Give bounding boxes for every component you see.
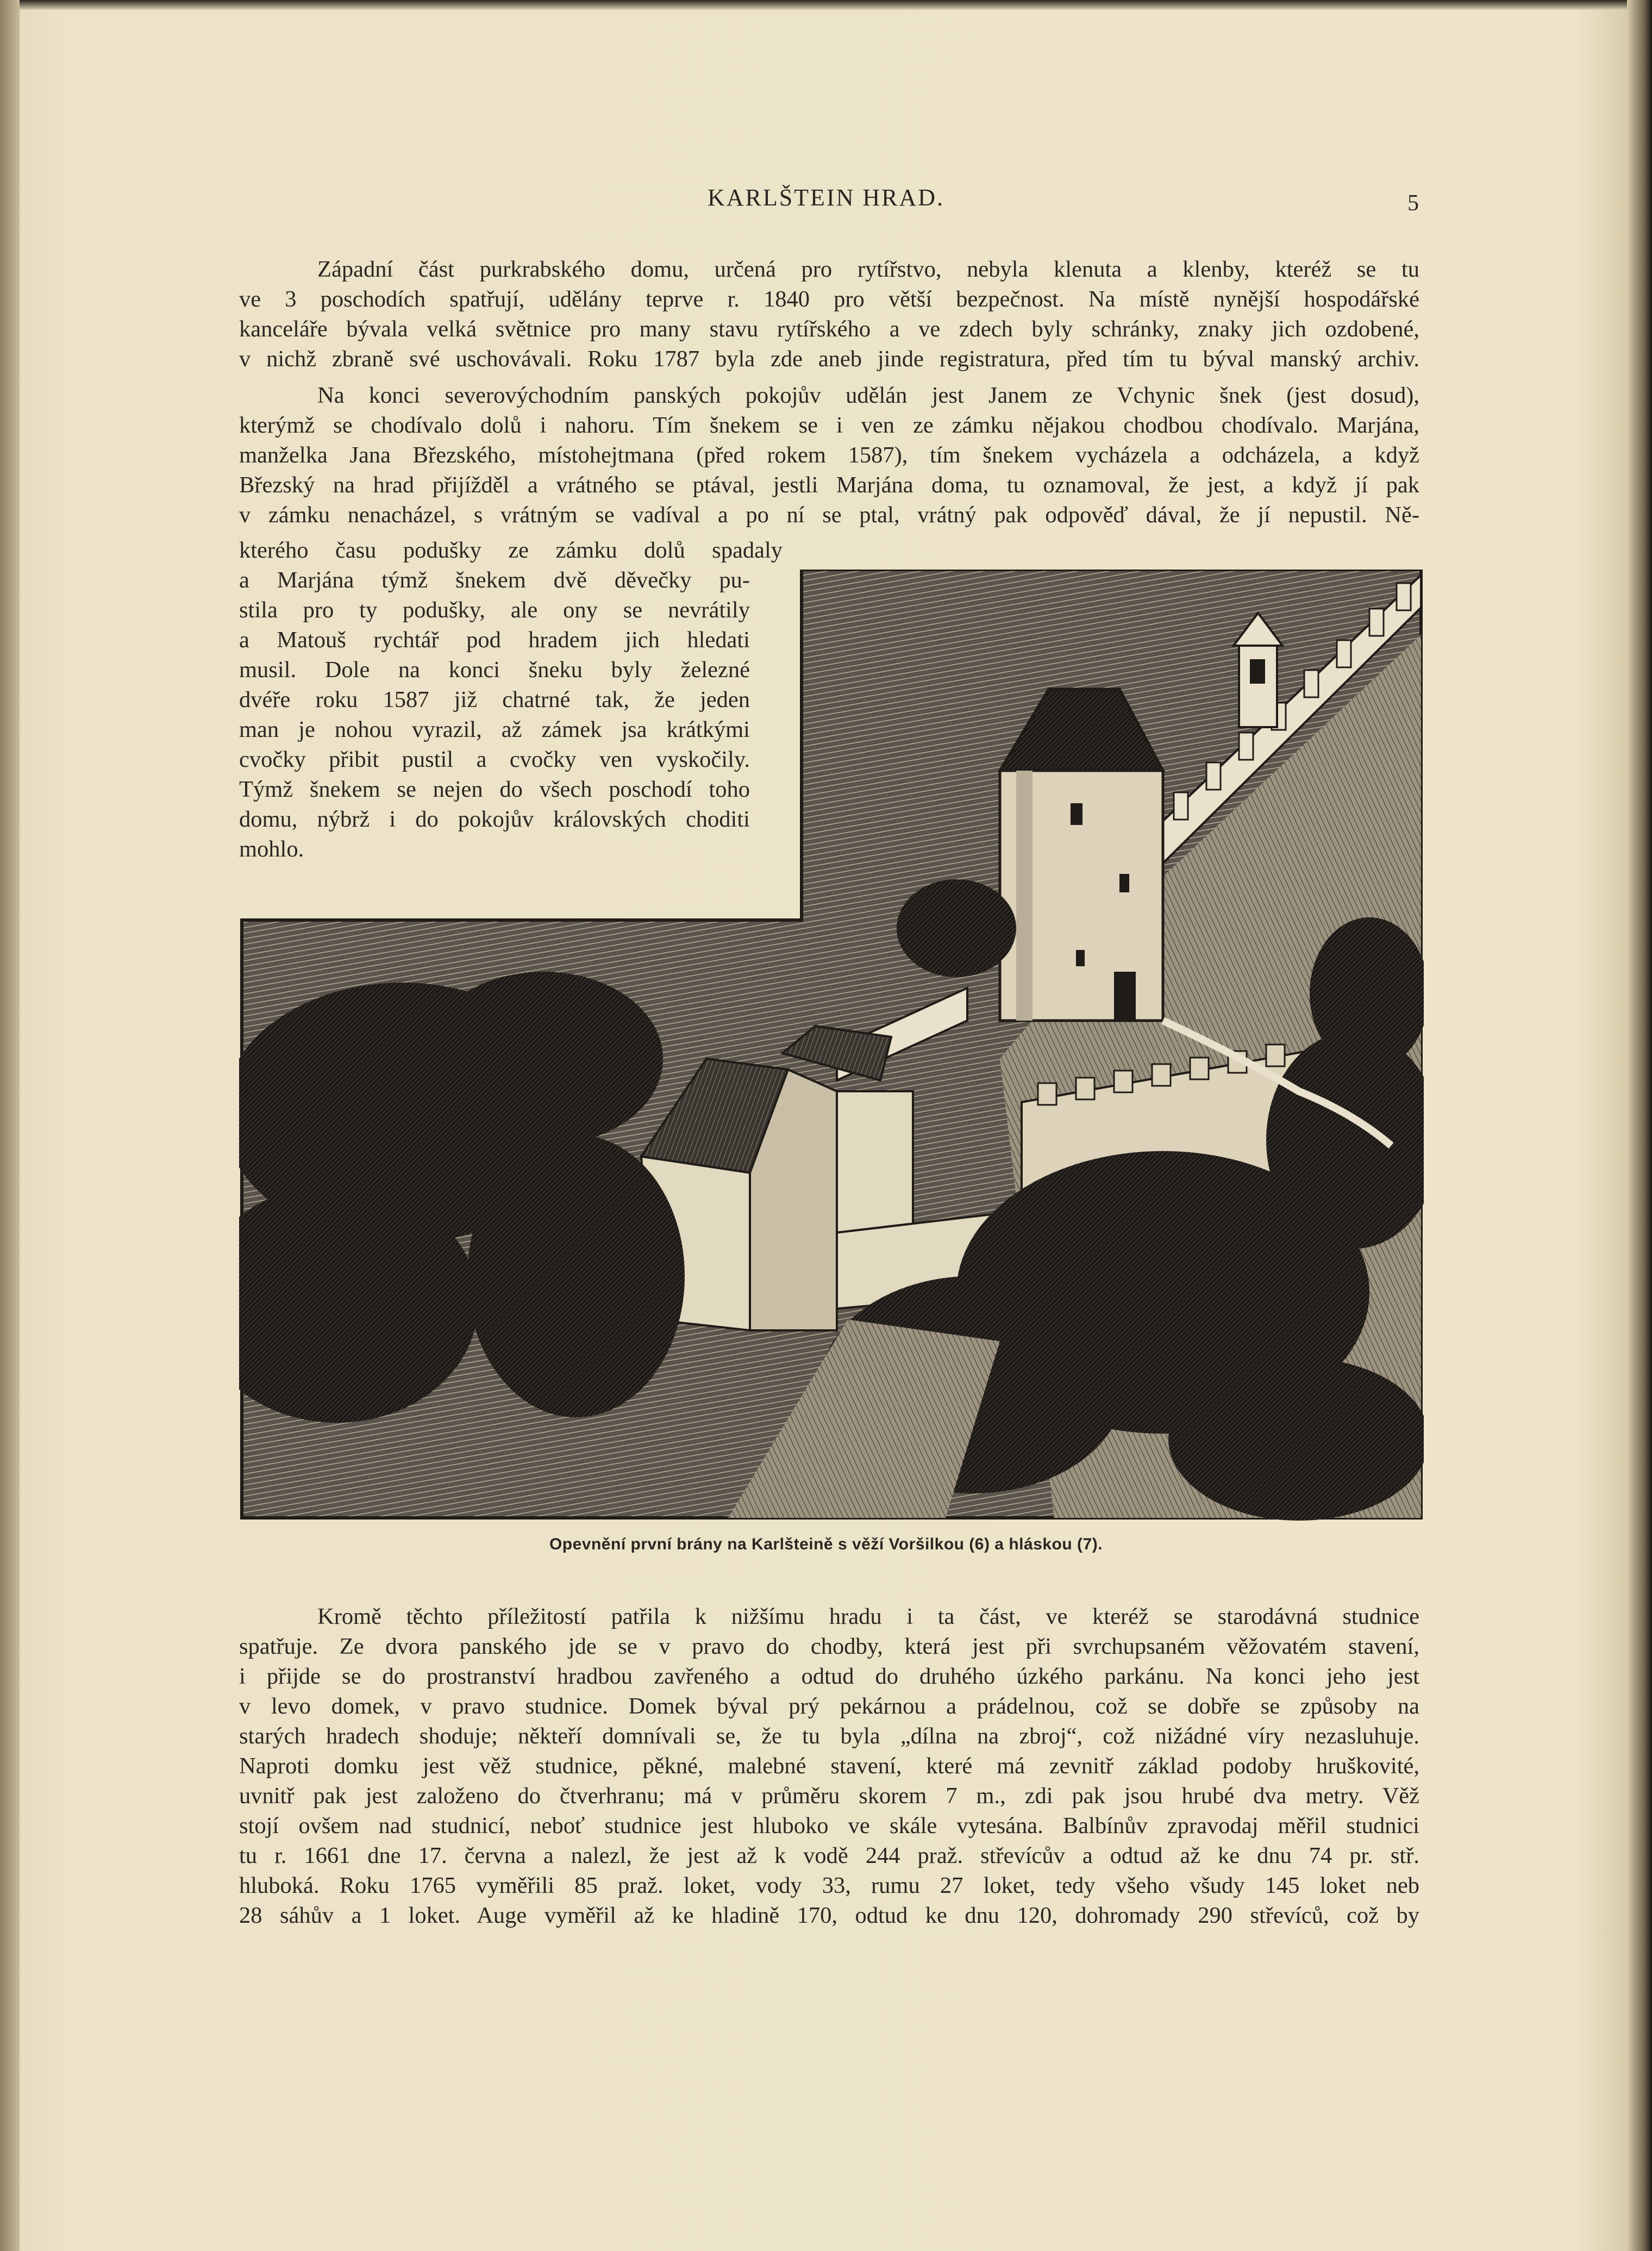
- text-line: uvnitř pak jest založeno do čtverhranu; má v průměru skorem 7 m., zdi pak jsou hrubé dva metry. Věž: [239, 1783, 1419, 1809]
- text-line: spatřuje. Ze dvora panského jde se v pravo do chodby, která jest při svrchupsaném věžovatém stavení,: [239, 1634, 1419, 1659]
- text-line: Kromě těchto příležitostí patřila k nižšímu hradu i ta část, ve kteréž se starodávná studnice: [317, 1604, 1419, 1629]
- tower-vorsilka: [1000, 689, 1163, 1021]
- text-line: starých hradech shoduje; někteří domnívali se, že tu byla „dílna na zbroj“, což nižádné víry nezasluhuje.: [239, 1723, 1419, 1749]
- text-line: tu r. 1661 dne 17. června a nalezl, že jest až k vodě 244 praž. střevícův a odtud až ke dnu 74 pr. stř.: [239, 1843, 1419, 1868]
- text-line: a Marjána týmž šnekem dvě děvečky pu-: [239, 567, 750, 593]
- text-line: domu, nýbrž i do pokojův královských choditi: [239, 806, 750, 832]
- text-line: stojí ovšem nad studnicí, neboť studnice jest hluboko ve skále vytesána. Balbínův zpravodaj měřil studnici: [239, 1813, 1419, 1839]
- text-line: kanceláře bývala velká světnice pro many stavu rytířského a ve zdech byly schránky, znaky jich ozdobené,: [239, 316, 1419, 342]
- text-line: hluboká. Roku 1765 vyměřili 85 praž. loket, vody 33, rumu 27 loket, tedy všeho všudy 145 loket neb: [239, 1873, 1419, 1898]
- running-head: KARLŠTEIN HRAD.: [707, 184, 945, 211]
- text-line: mohlo.: [239, 836, 304, 862]
- text-line: i přijde se do prostranství hradbou zavřeného a odtud do druhého úzkého parkánu. Na konci jeho jest: [239, 1664, 1419, 1689]
- text-line: v zámku nenacházel, s vrátným se vadíval a po ní se ptal, vrátný pak odpověď dával, že jí nepustil. Ně-: [239, 502, 1419, 528]
- text-line: cvočky přibit pustil a cvočky ven vyskočily.: [239, 747, 750, 772]
- castle-engraving: [239, 570, 1424, 1521]
- text-line: kterýmž se chodívalo dolů i nahoru. Tím šnekem se i ven ze zámku nějakou chodbou chodívalo. Marjána,: [239, 412, 1419, 438]
- page-number: 5: [1407, 191, 1419, 216]
- text-line: v levo domek, v pravo studnice. Domek býval prý pekárnou a prádelnou, což se dobře se způsoby na: [239, 1693, 1419, 1719]
- text-line: Týmž šnekem se nejen do všech poschodí toho: [239, 777, 750, 802]
- illustration-caption: Opevnění první brány na Karlšteině s věží Voršilkou (6) a hláskou (7).: [549, 1535, 1103, 1553]
- text-line: v nichž zbraně své uschovávali. Roku 1787 byla zde aneb jinde registratura, před tím tu býval manský archiv.: [239, 346, 1419, 372]
- text-line: manželka Jana Březského, místohejtmana (před rokem 1587), tím šnekem vycházela a odcházela, a když: [239, 442, 1419, 468]
- text-line: ve 3 poschodích spatřují, udělány teprve r. 1840 pro větší bezpečnost. Na místě nynější hospodářské: [239, 286, 1419, 312]
- text-line: musil. Dole na konci šneku byly železné: [239, 657, 750, 683]
- text-line: man je nohou vyrazil, až zámek jsa krátkými: [239, 717, 750, 742]
- text-line: Na konci severovýchodním panských pokojův udělán jest Janem ze Vchynic šnek (jest dosud),: [317, 383, 1419, 408]
- text-line: Západní část purkrabského domu, určená pro rytířstvo, nebyla klenuta a klenby, kteréž se tu: [317, 257, 1419, 282]
- text-line: Březský na hrad přijížděl a vrátného se ptával, jestli Marjána doma, tu oznamoval, že jest, a když jí pak: [239, 472, 1419, 498]
- page-right-edge: [1627, 0, 1652, 2251]
- page-left-edge: [0, 0, 20, 2251]
- text-line: kterého času podušky ze zámku dolů spadaly: [239, 537, 783, 563]
- text-line: 28 sáhův a 1 loket. Auge vyměřil až ke hladině 170, odtud ke dnu 120, dohromady 290 střevíců, což by: [239, 1903, 1419, 1928]
- page-top-shadow: [0, 0, 1652, 10]
- text-line: Naproti domku jest věž studnice, pěkné, malebné stavení, které má zevnitř základ podoby hruškovité,: [239, 1753, 1419, 1779]
- text-line: a Matouš rychtář pod hradem jich hledati: [239, 627, 750, 653]
- text-line: dvéře roku 1587 již chatrné tak, že jeden: [239, 687, 750, 712]
- text-line: stila pro ty podušky, ale ony se nevrátily: [239, 597, 750, 623]
